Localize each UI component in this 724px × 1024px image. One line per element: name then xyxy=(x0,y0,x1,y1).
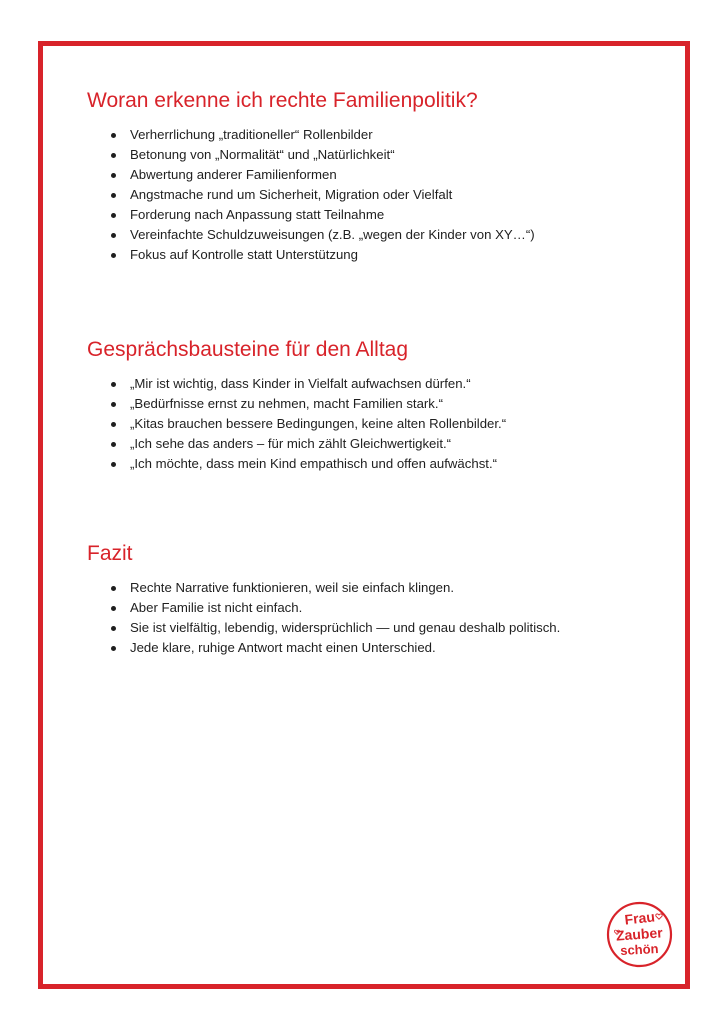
bullet-list-fazit xyxy=(103,578,560,658)
bullet-list-rechte-familienpolitik xyxy=(103,125,535,265)
list-item: Jede klare, ruhige Antwort macht einen Unterschied. xyxy=(103,638,560,658)
bullet-icon xyxy=(111,626,116,631)
list-item: Forderung nach Anpassung statt Teilnahme xyxy=(103,205,535,225)
bullet-icon xyxy=(111,253,116,258)
bullet-icon xyxy=(111,442,116,447)
section-title-rechte-familienpolitik: Woran erkenne ich rechte Familienpolitik? xyxy=(87,89,478,112)
bullet-icon xyxy=(111,422,116,427)
list-item: Rechte Narrative funktionieren, weil sie einfach klingen. xyxy=(103,578,560,598)
list-item: „Ich sehe das anders – für mich zählt Gleichwertigkeit.“ xyxy=(103,434,506,454)
list-item: Fokus auf Kontrolle statt Unterstützung xyxy=(103,245,535,265)
logo-text-line1: Frau xyxy=(623,908,656,928)
list-item: „Mir ist wichtig, dass Kinder in Vielfalt aufwachsen dürfen.“ xyxy=(103,374,506,394)
list-item: Betonung von „Normalität“ und „Natürlichkeit“ xyxy=(103,145,535,165)
bullet-icon xyxy=(111,173,116,178)
bullet-icon xyxy=(111,646,116,651)
frauzauberschoen-logo xyxy=(606,901,673,968)
list-item: Abwertung anderer Familienformen xyxy=(103,165,535,185)
list-item: „Ich möchte, dass mein Kind empathisch und offen aufwächst.“ xyxy=(103,454,506,474)
logo-text-line2: Zauber xyxy=(615,924,664,944)
list-item: Verherrlichung „traditioneller“ Rollenbilder xyxy=(103,125,535,145)
bullet-list-gespraechsbausteine xyxy=(103,374,506,474)
bullet-icon xyxy=(111,382,116,387)
bullet-icon xyxy=(111,462,116,467)
bullet-icon xyxy=(111,193,116,198)
section-title-gespraechsbausteine: Gesprächsbausteine für den Alltag xyxy=(87,338,409,361)
bullet-icon xyxy=(111,233,116,238)
bullet-icon xyxy=(111,606,116,611)
bullet-icon xyxy=(111,153,116,158)
list-item: Sie ist vielfältig, lebendig, widersprüchlich — und genau deshalb politisch. xyxy=(103,618,560,638)
list-item: „Bedürfnisse ernst zu nehmen, macht Familien stark.“ xyxy=(103,394,506,414)
bullet-icon xyxy=(111,213,116,218)
list-item: Aber Familie ist nicht einfach. xyxy=(103,598,560,618)
list-item: Angstmache rund um Sicherheit, Migration oder Vielfalt xyxy=(103,185,535,205)
bullet-icon xyxy=(111,133,116,138)
logo-text-line3: schön xyxy=(619,941,659,958)
list-item: Vereinfachte Schuldzuweisungen (z.B. „wegen der Kinder von XY…“) xyxy=(103,225,535,245)
bullet-icon xyxy=(111,402,116,407)
bullet-icon xyxy=(111,586,116,591)
list-item: „Kitas brauchen bessere Bedingungen, keine alten Rollenbilder.“ xyxy=(103,414,506,434)
section-title-fazit: Fazit xyxy=(87,542,133,565)
